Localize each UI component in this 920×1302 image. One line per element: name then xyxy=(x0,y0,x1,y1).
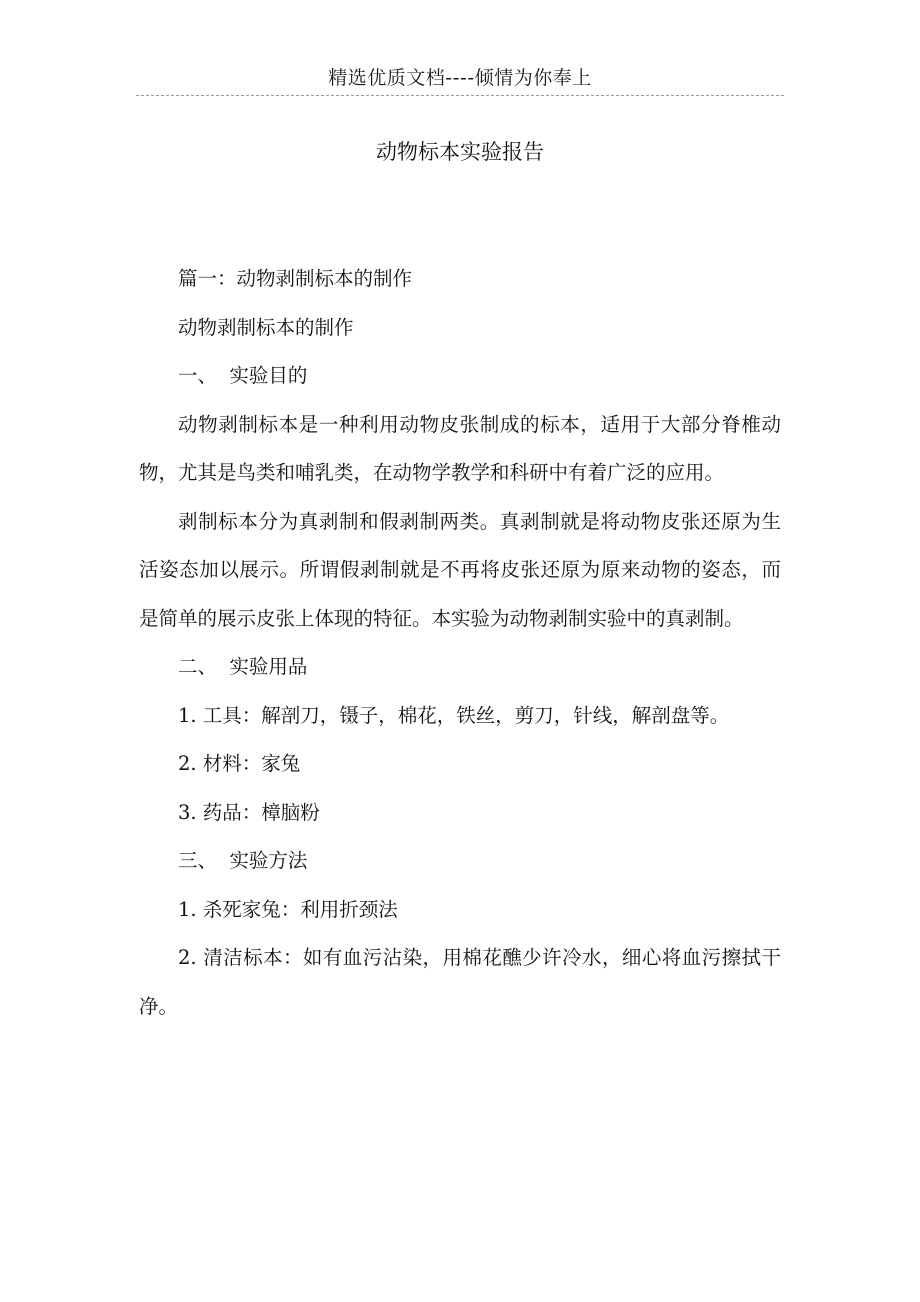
list-item-step-1: 1. 杀死家兔：利用折颈法 xyxy=(178,897,398,921)
list-item-tools: 1. 工具：解剖刀，镊子，棉花，铁丝，剪刀，针线，解剖盘等。 xyxy=(178,703,730,727)
section-heading: 篇一：动物剥制标本的制作 xyxy=(178,267,413,290)
heading-purpose: 一、 实验目的 xyxy=(178,364,308,387)
document-body xyxy=(139,255,781,1031)
page-header: 精选优质文档----倾情为你奉上 xyxy=(328,67,592,89)
list-item-materials: 2. 材料：家兔 xyxy=(178,752,301,775)
list-item-chemicals: 3. 药品：樟脑粉 xyxy=(178,800,320,824)
paragraph: 动物剥制标本是一种利用动物皮张制成的标本，适用于大部分脊椎动物，尤其是鸟类和哺乳类，在动物学教学和科研中有着广泛的应用。 xyxy=(139,412,781,484)
heading-materials: 二、 实验用品 xyxy=(178,655,308,678)
document-title: 动物标本实验报告 xyxy=(376,140,544,164)
list-item-step-2: 2. 清洁标本：如有血污沾染，用棉花醮少许冷水，细心将血污擦拭干净。 xyxy=(139,946,781,1018)
header-divider xyxy=(136,95,784,96)
heading-methods: 三、 实验方法 xyxy=(178,849,308,872)
subtitle: 动物剥制标本的制作 xyxy=(178,315,354,339)
paragraph: 剥制标本分为真剥制和假剥制两类。真剥制就是将动物皮张还原为生活姿态加以展示。所谓假剥制就是不再将皮张还原为原来动物的姿态，而是简单的展示皮张上体现的特征。本实验为动物剥制实验中的真剥制。 xyxy=(139,509,781,630)
